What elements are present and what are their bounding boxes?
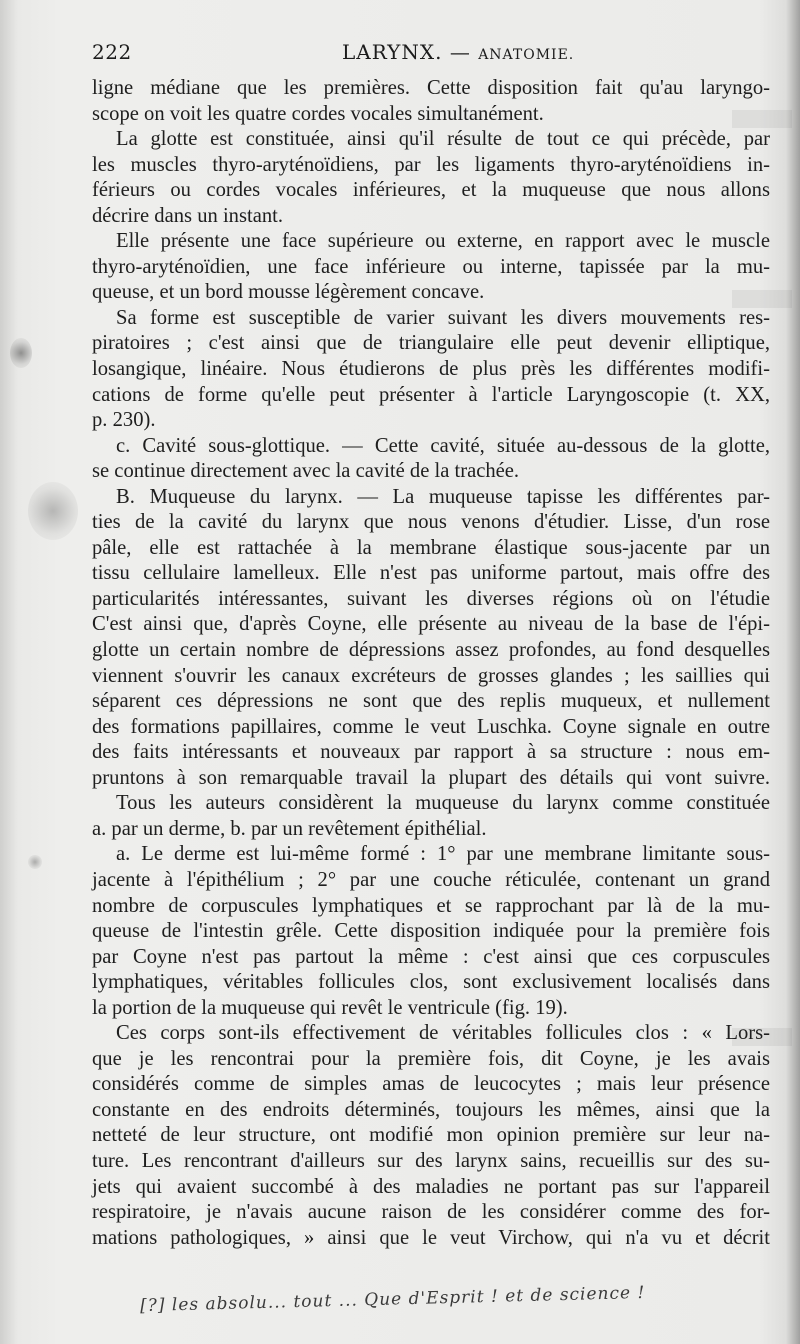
text-line: mations pathologiques, » ainsi que le veut Virchow, qui n'a vu et décrit: [92, 1226, 770, 1249]
text-line: pruntons à son remarquable travail la plupart des détails qui vont suivre.: [92, 766, 770, 789]
text-line: considérés comme de simples amas de leucocytes ; mais leur présence: [92, 1073, 770, 1096]
text-line: Elle présente une face supérieure ou externe, en rapport avec le muscle: [116, 230, 770, 253]
text-line: particularités intéressantes, suivant les diverses régions où on l'étudie: [92, 587, 770, 610]
text-line: netteté de leur structure, ont modifié mon opinion première sur leur na-: [92, 1124, 770, 1147]
text-line: se continue directement avec la cavité de la trachée.: [92, 460, 520, 483]
text-line: queuse de l'intestin grêle. Cette disposition indiquée pour la première fois: [92, 920, 770, 943]
running-head: [342, 40, 574, 64]
text-line: férieurs ou cordes vocales inférieures, et la muqueuse que nous allons: [92, 179, 770, 202]
text-line: La glotte est constituée, ainsi qu'il résulte de tout ce qui précède, par: [116, 128, 770, 151]
text-line: par Coyne n'est pas partout la même : c'est ainsi que ces corpuscules: [92, 945, 770, 968]
text-line: pâle, elle est rattachée à la membrane élastique sous-jacente par un: [92, 536, 770, 559]
text-line: tissu cellulaire lamelleux. Elle n'est pas uniforme partout, mais offre des: [92, 562, 770, 585]
text-line: des faits intéressants et nouveaux par rapport à sa structure : nous em-: [92, 741, 770, 764]
text-line: décrire dans un instant.: [92, 204, 284, 227]
running-head-sub: ANATOMIE.: [478, 47, 575, 63]
text-line: c. Cavité sous-glottique. — Cette cavité, située au-dessous de la glotte,: [116, 434, 770, 457]
text-line: des formations papillaires, comme le veut Luschka. Coyne signale en outre: [92, 715, 770, 738]
text-line: séparent ces dépressions ne sont que des replis muqueux, et nullement: [92, 690, 770, 713]
text-line: constante en des endroits déterminés, toujours les mêmes, ainsi que la: [92, 1098, 770, 1121]
text-line: les muscles thyro-aryténoïdiens, par les ligaments thyro-aryténoïdiens in-: [92, 153, 770, 176]
ink-smudge-mark: [28, 855, 42, 869]
text-line: nombre de corpuscules lymphatiques et se rapprochant par là de la mu-: [92, 894, 770, 917]
ink-smudge-mark: [28, 482, 78, 540]
text-line: ligne médiane que les premières. Cette disposition fait qu'au laryngo-: [92, 77, 770, 99]
handwritten-annotation: [?] les absolu... tout ... Que d'Esprit ! et de science !: [139, 1282, 646, 1317]
text-line: Sa forme est susceptible de varier suivant les divers mouvements res-: [116, 306, 770, 329]
text-line: glotte un certain nombre de dépressions assez profondes, au fond desquelles: [92, 639, 770, 662]
text-line: ture. Les rencontrant d'ailleurs sur des larynx sains, recueillis sur des su-: [92, 1149, 770, 1172]
text-line: viennent s'ouvrir les canaux excréteurs de grosses glandes ; les saillies qui: [92, 664, 770, 687]
text-line: jets qui avaient succombé à des maladies ne portant pas sur l'appareil: [92, 1175, 770, 1198]
body-text: [92, 76, 770, 1251]
text-line: queuse, et un bord mousse légèrement concave.: [92, 281, 485, 304]
text-line: B. Muqueuse du larynx. — La muqueuse tapisse les différentes par-: [116, 485, 770, 508]
text-line: jacente à l'épithélium ; 2° par une couche réticulée, contenant un grand: [92, 868, 770, 891]
text-line: que je les rencontrai pour la première fois, dit Coyne, je les avais: [92, 1047, 770, 1070]
ink-smudge-mark: [10, 338, 32, 368]
text-line: cations de forme qu'elle peut présenter à l'article Laryngoscopie (t. XX,: [92, 383, 770, 406]
text-line: a. par un derme, b. par un revêtement épithélial.: [92, 817, 487, 840]
text-line: losangique, linéaire. Nous étudierons de plus près les différentes modifi-: [92, 358, 770, 381]
text-line: scope on voit les quatre cordes vocales simultanément.: [92, 102, 544, 125]
text-line: a. Le derme est lui-même formé : 1° par une membrane limitante sous-: [116, 843, 770, 866]
text-line: Ces corps sont-ils effectivement de véritables follicules clos : « Lors-: [116, 1022, 770, 1045]
text-line: lymphatiques, véritables follicules clos, sont exclusivement localisés dans: [92, 971, 770, 994]
text-line: C'est ainsi que, d'après Coyne, elle présente au niveau de la base de l'épi-: [92, 613, 770, 636]
text-line: la portion de la muqueuse qui revêt le ventricule (fig. 19).: [92, 996, 568, 1019]
running-header: [92, 40, 780, 66]
text-line: respiratoire, je n'avais aucune raison de les considérer comme des for-: [92, 1201, 770, 1224]
running-head-main: LARYNX. —: [342, 40, 471, 64]
text-line: Tous les auteurs considèrent la muqueuse du larynx comme constituée: [116, 792, 770, 815]
text-line: thyro-aryténoïdien, une face inférieure ou interne, tapissée par la mu-: [92, 255, 770, 278]
text-line: ties de la cavité du larynx que nous venons d'étudier. Lisse, d'un rose: [92, 511, 770, 534]
page-number: 222: [92, 40, 132, 64]
text-line: p. 230).: [92, 409, 156, 432]
text-line: piratoires ; c'est ainsi que de triangulaire elle peut devenir elliptique,: [92, 332, 770, 355]
